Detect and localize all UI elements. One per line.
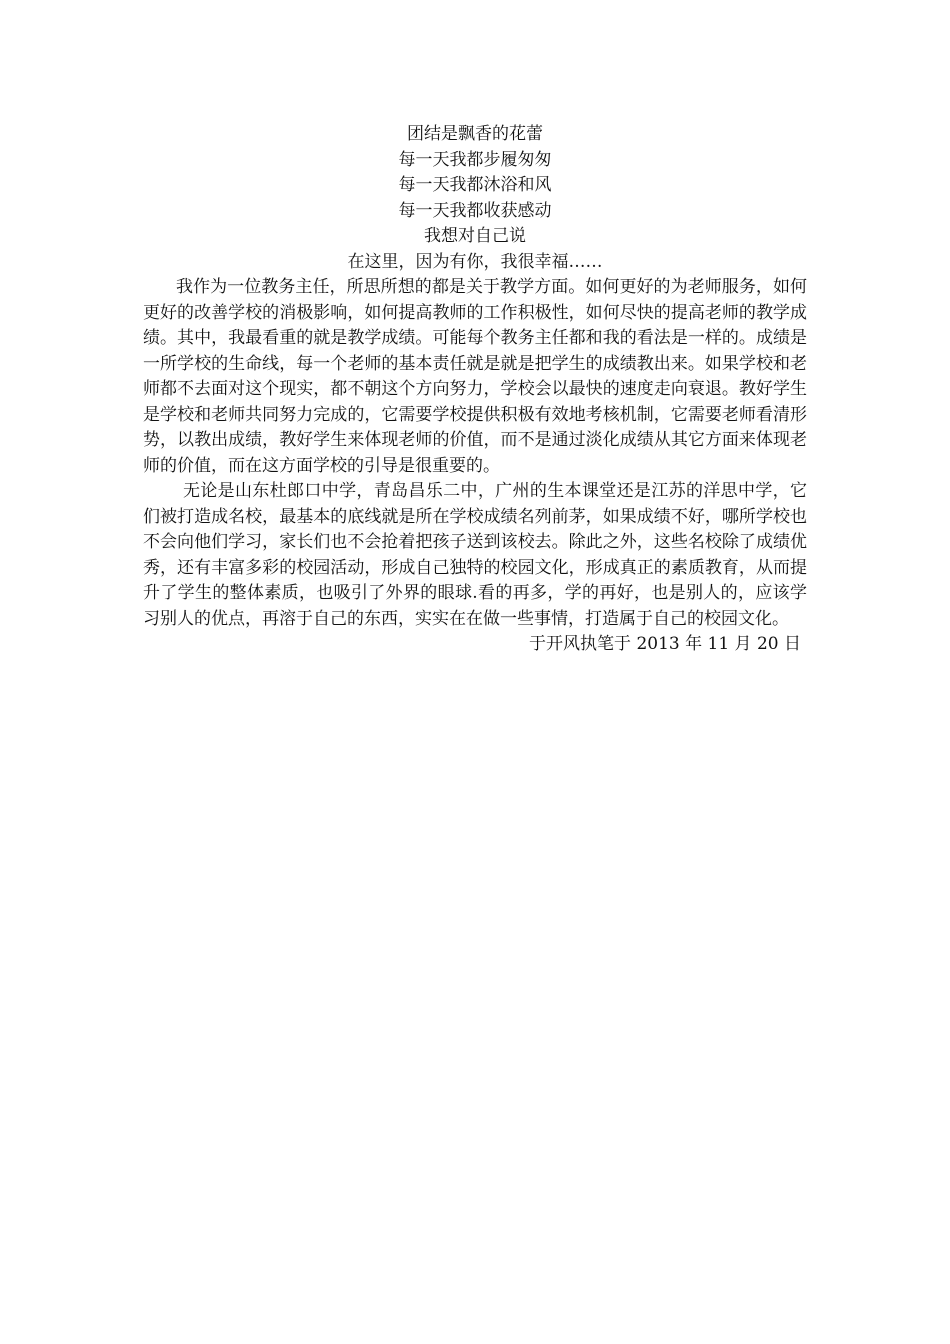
signature-line: 于开风执笔于 2013 年 11 月 20 日 bbox=[529, 634, 801, 654]
poem-line: 每一天我都沐浴和风 bbox=[398, 175, 552, 195]
document-content bbox=[143, 122, 807, 658]
poem-line: 在这里，因为有你，我很幸福…… bbox=[347, 251, 603, 272]
body-paragraph: 我作为一位教务主任，所思所想的都是关于教学方面。如何更好的为老师服务，如何更好的改善学校的消极影响，如何提高教师的工作积极性，如何尽快的提高老师的教学成绩。其中，我最看重的就是教学成绩。可能每个教务主任都和我的看法是一样的。成绩是一所学校的生命线，每一个老师的基本责任就是就是把学生的成绩教出来。如果学校和老师都不去面对这个现实，都不朝这个方向努力，学校会以最快的速度走向衰退。教好学生是学校和老师共同努力完成的，它需要学校提供积极有效地考核机制，它需要老师看清形势，以教出成绩，教好学生来体现老师的价值，而不是通过淡化成绩从其它方面来体现老师的价值，而在这方面学校的引导是很重要的。 bbox=[143, 277, 807, 476]
body-paragraph: 无论是山东杜郎口中学，青岛昌乐二中，广州的生本课堂还是江苏的洋思中学，它们被打造成名校，最基本的底线就是所在学校成绩名列前茅，如果成绩不好，哪所学校也不会向他们学习，家长们也不会抢着把孩子送到该校去。除此之外，这些名校除了成绩优秀，还有丰富多彩的校园活动，形成自己独特的校园文化，形成真正的素质教育，从而提升了学生的整体素质，也吸引了外界的眼球.看的再多，学的再好，也是别人的，应该学习别人的优点，再溶于自己的东西，实实在在做一些事情，打造属于自己的校园文化。 bbox=[143, 481, 807, 629]
poem-line: 团结是飘香的花蕾 bbox=[407, 124, 543, 144]
poem bbox=[143, 122, 807, 275]
poem-line: 每一天我都收获感动 bbox=[398, 200, 552, 221]
poem-line: 我想对自己说 bbox=[424, 226, 526, 246]
poem-line: 每一天我都步履匆匆 bbox=[398, 149, 552, 170]
